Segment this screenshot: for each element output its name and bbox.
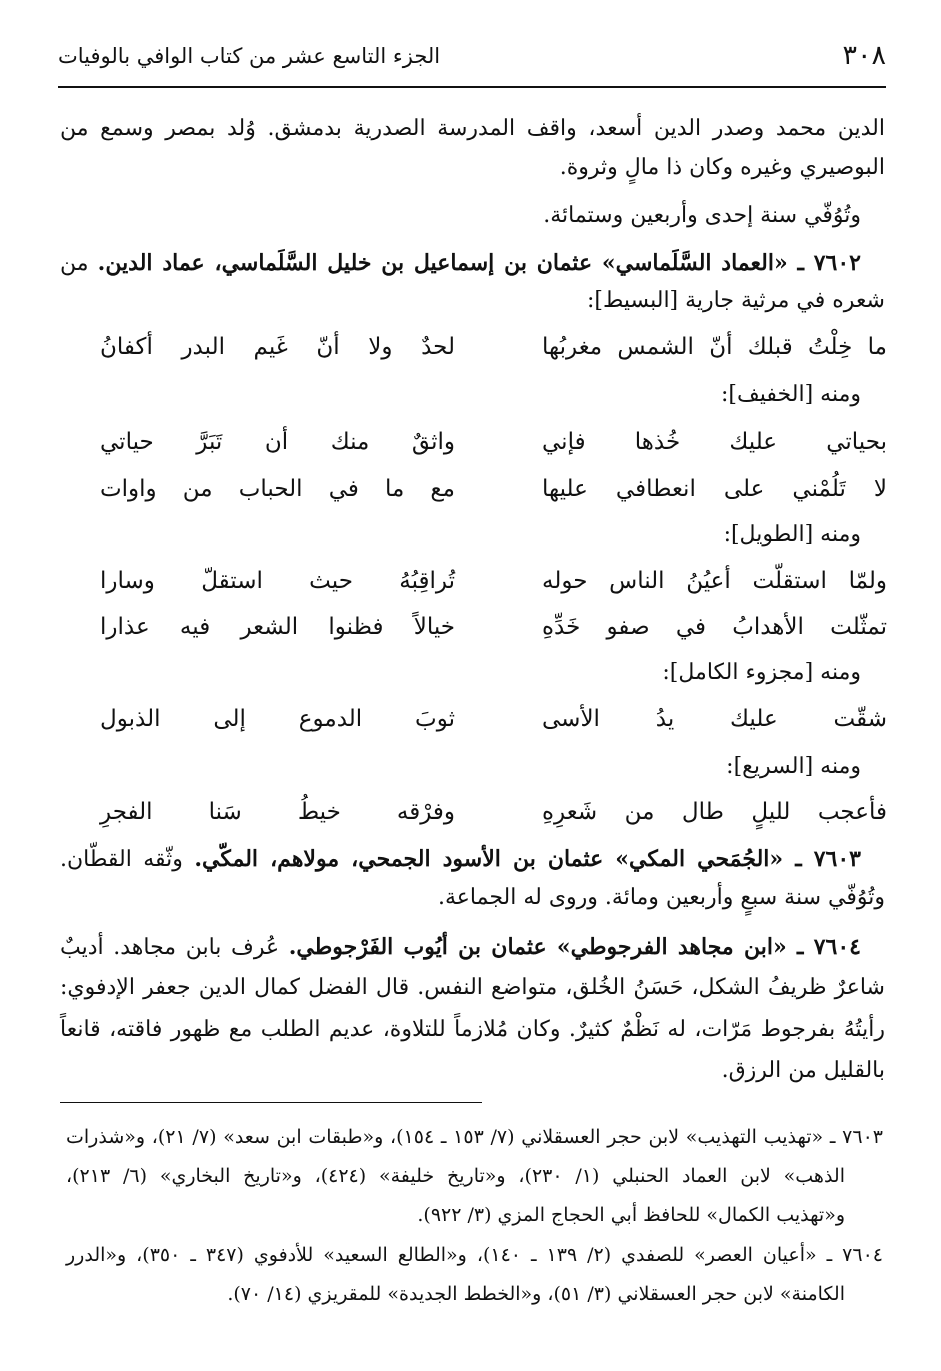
meter-label: ومنه [مجزوء الكامل]: bbox=[662, 660, 861, 685]
running-head bbox=[58, 36, 886, 88]
body-line: وتُوُفّي سنة إحدى وأربعين وستمائة. bbox=[543, 203, 861, 228]
entry-7603-title: ٧٦٠٣ ـ «الجُمَحي المكي» عثمان بن الأسود الجمحي، مولاهم، المكّي. bbox=[194, 846, 861, 872]
verse-first-hemistich: تمثّلت الأهدابُ في صفو خَدِّهِ bbox=[542, 614, 887, 640]
verse-line bbox=[100, 334, 887, 370]
verse-second-hemistich: وفرْقه خيطُ سَنا الفجرِ bbox=[100, 799, 455, 825]
meter-label: ومنه [الخفيف]: bbox=[721, 382, 861, 407]
verse-line bbox=[100, 429, 887, 465]
footnote-7603-line: و«تهذيب الكمال» للحافظ أبي الحجاج المزي (٣/ ٩٢٢). bbox=[417, 1204, 845, 1226]
entry-7604-heading-rest: عُرف بابن مجاهد. أديبٌ bbox=[60, 935, 280, 960]
body-line: البوصيري وغيره وكان ذا مالٍ وثروة. bbox=[559, 155, 885, 180]
entry-7603-heading bbox=[60, 848, 861, 871]
entry-7604-heading bbox=[60, 936, 861, 959]
entry-7602-heading-rest: من bbox=[60, 251, 89, 276]
entry-7604-line: شاعرٌ ظريفُ الشكل، حَسَنُ الخُلق، متواضع النفس. قال الفضل كمال الدين جعفر الإدفوي: bbox=[60, 975, 885, 1000]
verse-first-hemistich: ما خِلْتُ قبلك أنّ الشمس مغربُها bbox=[542, 334, 887, 360]
book-title: الجزء التاسع عشر من كتاب الوافي بالوفيات bbox=[58, 44, 441, 68]
meter-label: ومنه [الطويل]: bbox=[723, 522, 861, 547]
verse-line bbox=[100, 706, 887, 742]
verse-first-hemistich: فأعجب لليلٍ طال من شَعرِهِ bbox=[542, 799, 887, 825]
meter-label: ومنه [السريع]: bbox=[726, 754, 861, 779]
footnote-rule bbox=[60, 1102, 482, 1103]
entry-7604-title: ٧٦٠٤ ـ «ابن مجاهد الفرجوطي» عثمان بن أيُوب الفَرْجوطي. bbox=[288, 934, 861, 960]
verse-line bbox=[100, 568, 887, 604]
footnote-7604-line: الكامنة» لابن حجر العسقلاني (٣/ ٥١)، و«الخطط الجديدة» للمقريزي (١٤/ ٧٠). bbox=[227, 1283, 845, 1305]
verse-line bbox=[100, 799, 887, 835]
body-line: الدين محمد وصدر الدين أسعد، واقف المدرسة الصدرية بدمشق. وُلد بمصر وسمع من bbox=[60, 116, 885, 141]
entry-7604-line: بالقليل من الرزق. bbox=[721, 1058, 885, 1083]
verse-second-hemistich: واثقٌ منك أن تَبَرَّ حياتي bbox=[100, 429, 455, 455]
verse-second-hemistich: تُراقِبُهُ حيث استقلّ وسارا bbox=[100, 568, 455, 594]
verse-second-hemistich: لحدٌ ولا أنّ غَيم البدر أكفانُ bbox=[100, 334, 455, 360]
verse-second-hemistich: ثوبَ الدموع إلى الذبول bbox=[100, 706, 455, 732]
entry-7603-line: وتُوُفّي سنة سبعٍ وأربعين ومائة. وروى له الجماعة. bbox=[437, 885, 885, 910]
verse-first-hemistich: شقّت عليك يدُ الأسى bbox=[542, 706, 887, 732]
verse-line bbox=[100, 476, 887, 512]
verse-first-hemistich: ولمّا استقلّت أعيُنُ الناس حوله bbox=[542, 568, 887, 594]
verse-line bbox=[100, 614, 887, 650]
verse-first-hemistich: بحياتي عليك خُذها فإني bbox=[542, 429, 887, 455]
entry-7602-line: شعره في مرثية جارية [البسيط]: bbox=[586, 288, 885, 313]
entry-7602-title: ٧٦٠٢ ـ «العماد السَّلَماسي» عثمان بن إسماعيل بن خليل السَّلَماسي، عماد الدين. bbox=[97, 250, 861, 276]
verse-first-hemistich: لا تَلُمْني على انعطافي عليها bbox=[542, 476, 887, 502]
page-number: ٣٠٨ bbox=[842, 40, 886, 71]
footnote-7603-line: الذهب» لابن العماد الحنبلي (١/ ٢٣٠)، و«تاريخ خليفة» (٤٢٤)، و«تاريخ البخاري» (٦/ ٢١٣)، bbox=[66, 1165, 845, 1187]
entry-7603-heading-rest: وثّقه القطّان. bbox=[60, 847, 183, 872]
entry-7604-line: رأيتُهُ بفرجوط مَرّات، له نَظْمٌ كثيرٌ. وكان مُلازماً للتلاوة، عديم الطلب مع ظهور فاقته، قانعاً bbox=[60, 1017, 885, 1042]
verse-second-hemistich: مع ما في الحباب من واوات bbox=[100, 476, 455, 502]
footnote-7604-line: ٧٦٠٤ ـ «أعيان العصر» للصفدي (٢/ ١٣٩ ـ ١٤٠)، و«الطالع السعيد» للأدفوي (٣٤٧ ـ ٣٥٠)، و«الدرر bbox=[66, 1244, 883, 1266]
verse-second-hemistich: خيالاً فظنوا الشعر فيه عذارا bbox=[100, 614, 455, 640]
entry-7602-heading bbox=[60, 252, 861, 275]
footnote-7603-line: ٧٦٠٣ ـ «تهذيب التهذيب» لابن حجر العسقلاني (٧/ ١٥٣ ـ ١٥٤)، و«طبقات ابن سعد» (٧/ ٢١)، و«شذرات bbox=[66, 1126, 883, 1148]
